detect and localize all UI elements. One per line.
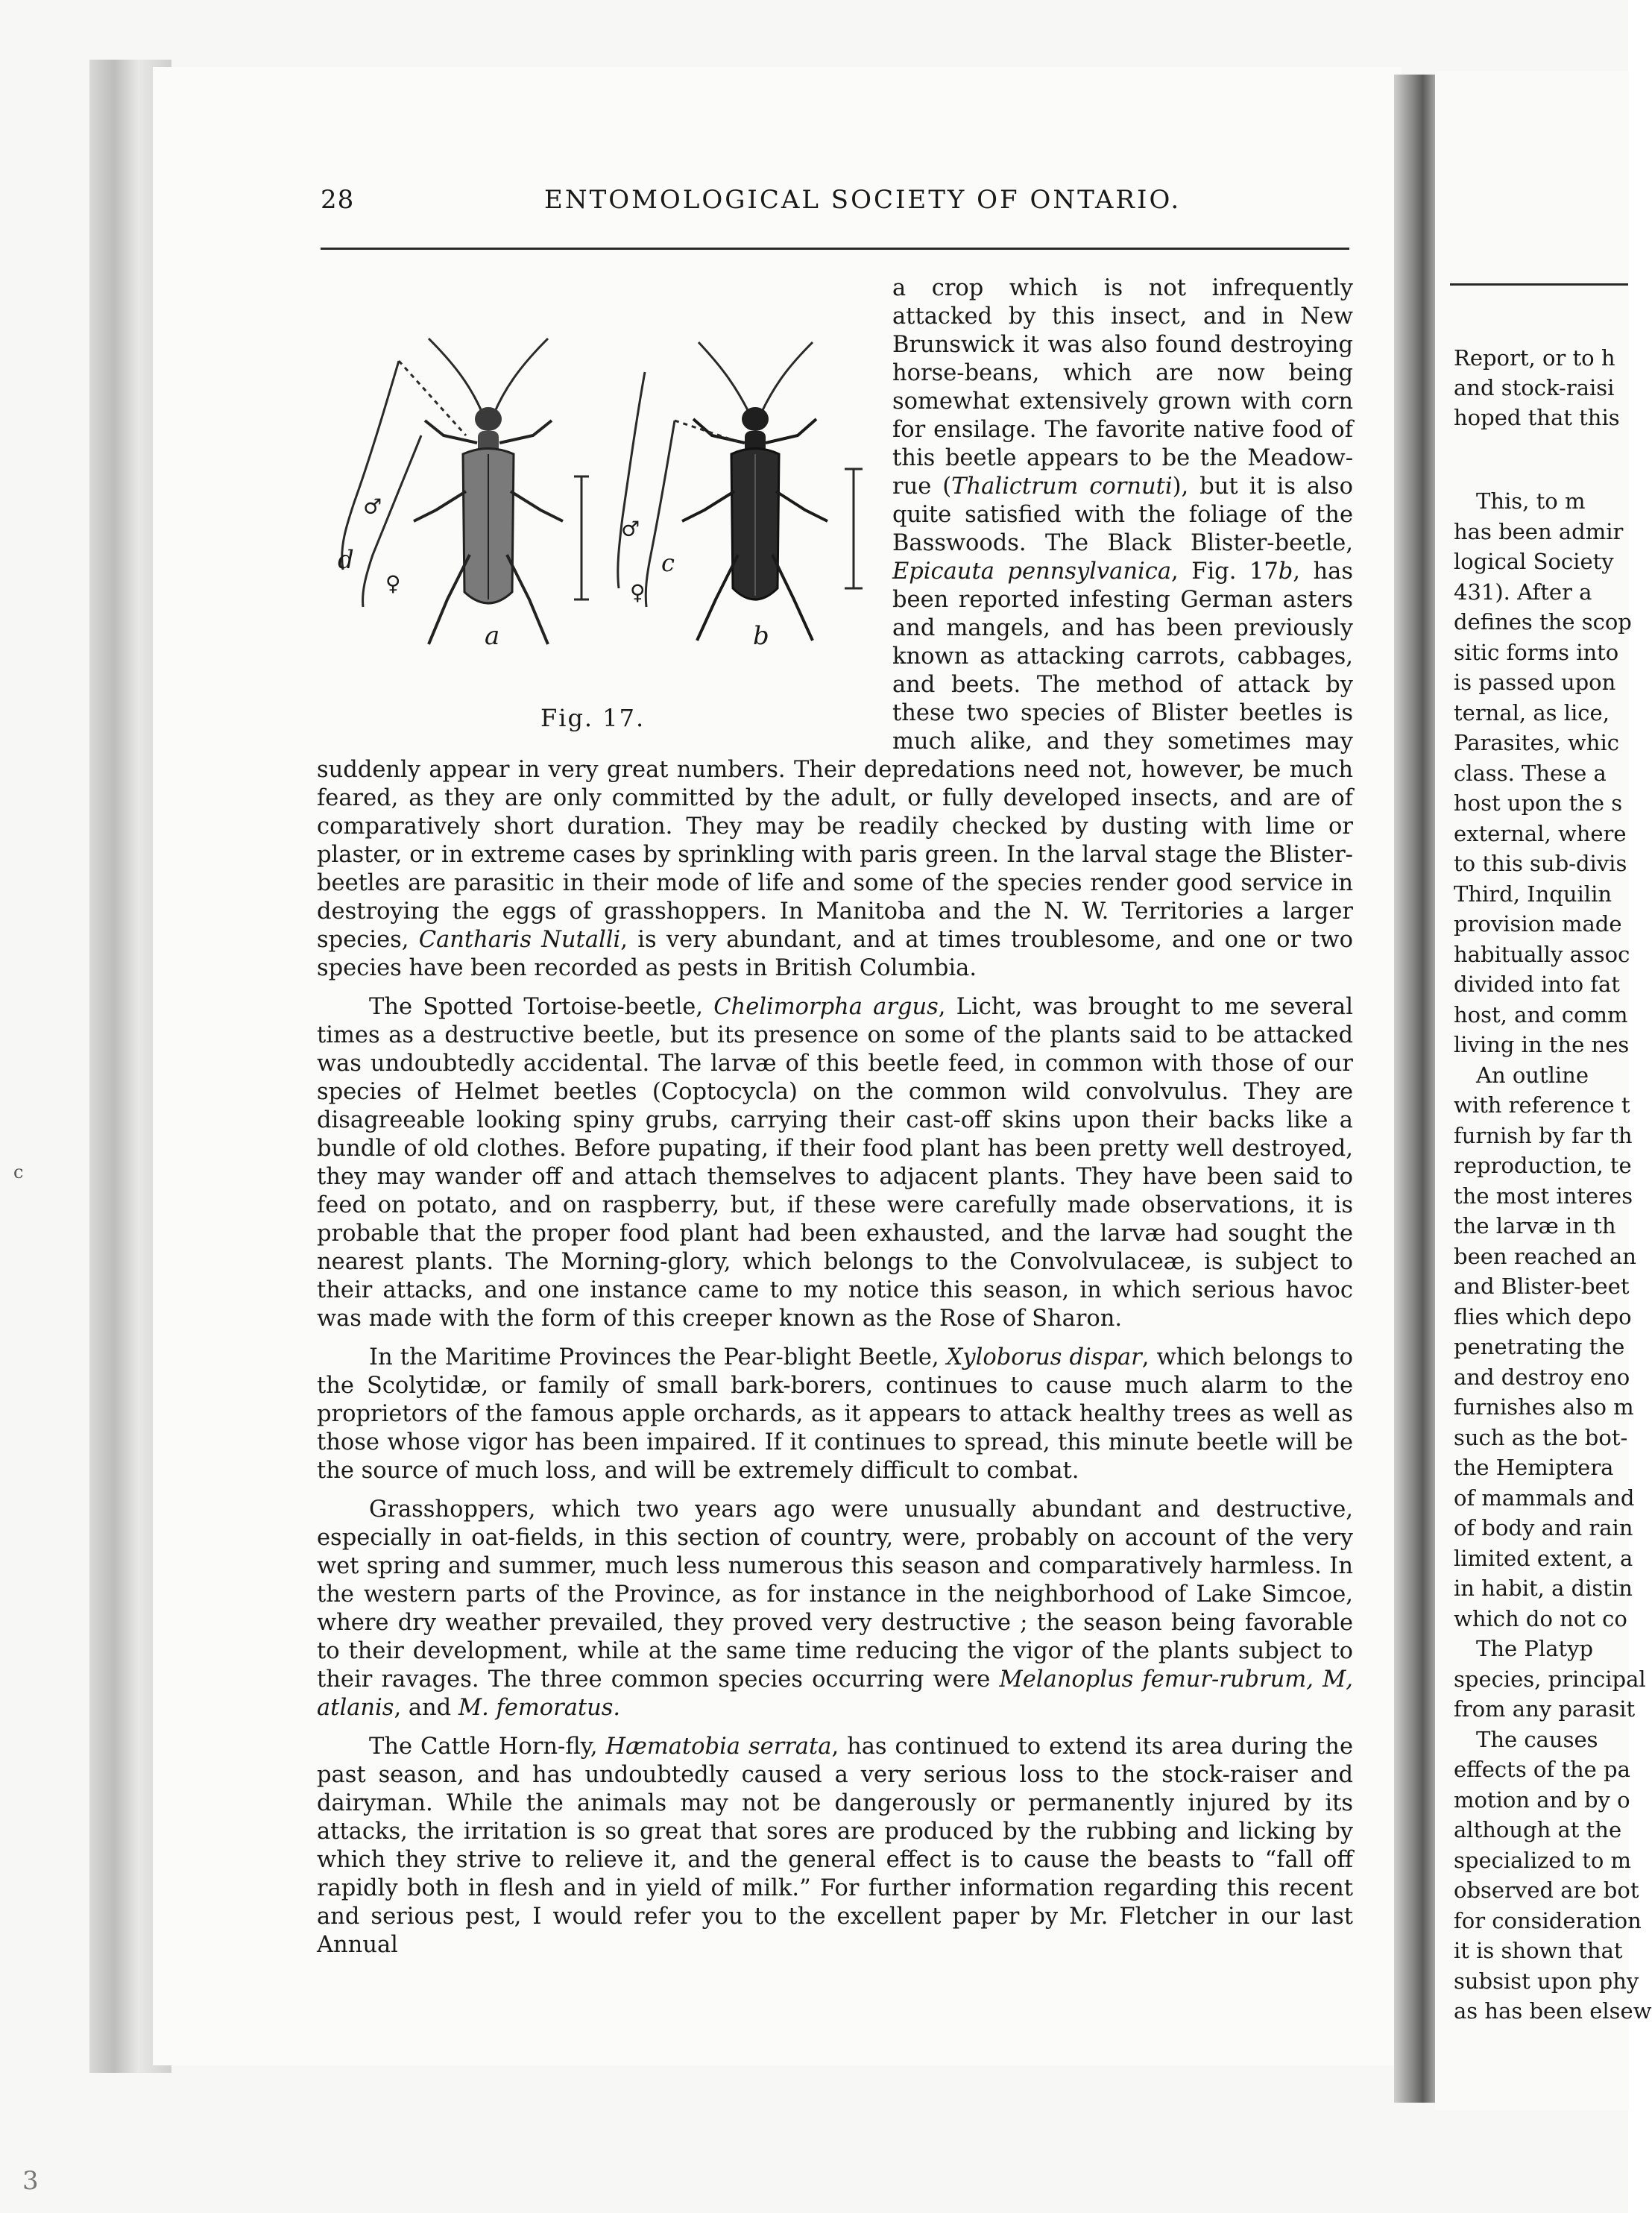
right-page-line: provision made <box>1454 911 1622 936</box>
p4-text-lead: Grasshoppers, which two years ago were unusually abundant and destructive, especially in oat-fields, in this section of country, were, probably on account of the very wet spring and summer, much less numerous this season and comparatively harmless. In the western parts of the Province, as for instance in the neighborhood of Lake Simcoe, where dry weather prevailed, they proved very destructive ; the season being favorable to their development, while at the same time reducing the vigor of the plants subject to their ravages. The three common species occurring were <box>317 1496 1353 1693</box>
female-symbol-d: ♀ <box>385 571 401 596</box>
p5-text-lead: The Cattle Horn-fly, <box>369 1734 606 1760</box>
right-page-line: divided into fat <box>1454 972 1620 997</box>
p2-text-lead: The Spotted Tortoise-beetle, <box>369 994 714 1020</box>
p1-text-lead: a crop which is not infrequently attacked by this insect, and in New Brunswick it was also found destroying horse-beans, which are now being somewhat extensively grown with corn for ensilage. The favorite native food of this beetle appears to be the Meadow-rue ( <box>892 275 1353 500</box>
right-page-line: from any parasit <box>1454 1696 1636 1722</box>
right-page-line: and destroy eno <box>1454 1364 1630 1390</box>
right-page-line: of mammals and <box>1454 1485 1635 1511</box>
right-page-line: furnish by far th <box>1454 1122 1633 1148</box>
right-page-block-1 <box>1454 343 1628 432</box>
right-page-line: and stock-raisi <box>1454 375 1615 400</box>
right-page-line: Report, or to h <box>1454 345 1615 371</box>
right-page-line: defines the scop <box>1454 609 1632 635</box>
beetle-b-size-bar <box>845 469 863 588</box>
right-page-line: ternal, as lice, <box>1454 699 1610 725</box>
right-page-line: is passed upon <box>1454 670 1616 695</box>
beetle-a-size-bar <box>574 476 589 599</box>
right-page-line: to this sub-divis <box>1454 851 1627 876</box>
right-page-line: as has been elsew <box>1454 1998 1652 2024</box>
right-page-line: of body and rain <box>1454 1515 1633 1540</box>
right-page-line: the Hemiptera <box>1454 1455 1614 1480</box>
p1-italic-cantharis: Cantharis Nutalli <box>418 927 621 953</box>
running-title: ENTOMOLOGICAL SOCIETY OF ONTARIO. <box>544 185 1182 215</box>
right-page-line: been reached an <box>1454 1243 1636 1269</box>
p1-italic-epicauta: Epicauta pennsylvanica <box>892 558 1172 585</box>
beetle-b-antennae <box>699 342 813 413</box>
right-page-line: 431). After a <box>1454 579 1592 605</box>
label-a: a <box>485 621 500 651</box>
p1-text-mid2: , Fig. 17 <box>1171 558 1279 585</box>
p1-text-mid3: , has been reported infesting German asters and mangels, and has been previously known as attacking carrots, cabbages, and beets. The method of attack by these two species of Blister beetles is much alike, and they sometimes may suddenly appear in very great numbers. Their depredations need not, however, be much feared, as they are only committed by the adult, or fully developed insects, and are of comparatively short duration. They may be readily checked by dusting with lime or plaster, or in extreme cases by sprinkling with paris green. In the larval stage the Blister-beetles are parasitic in their mode of life and some of the species render good service in destroying the eggs of grasshoppers. In Manitoba and the N. W. Territories a larger species, <box>317 558 1353 953</box>
p1-italic-thalictrum: Thalictrum cornuti <box>951 473 1173 500</box>
right-page-line: has been admir <box>1454 518 1624 544</box>
beetle-a-drawing <box>414 407 563 644</box>
header-rule <box>321 248 1349 250</box>
label-b: b <box>753 621 769 651</box>
right-page-line: it is shown that <box>1454 1938 1623 1963</box>
label-c: c <box>661 549 675 577</box>
right-page-line: Third, Inquilin <box>1454 881 1612 907</box>
right-page-line: logical Society <box>1454 549 1614 574</box>
male-symbol-d: ♂ <box>363 494 382 519</box>
male-symbol-c: ♂ <box>621 517 640 541</box>
right-page-line: living in the nes <box>1454 1032 1630 1057</box>
p4-text-mid: , and <box>394 1695 458 1721</box>
body-text <box>317 274 1353 1959</box>
right-page-line: the larvæ in th <box>1454 1213 1616 1238</box>
p1-text-mid1: ), but it is also quite satisfied with the foliage of the Basswoods. The Black Blister-beetle, <box>892 473 1354 556</box>
right-page-line: habitually assoc <box>1454 941 1630 967</box>
right-page-line: An outline <box>1476 1062 1589 1088</box>
right-page-block-2 <box>1454 486 1652 2027</box>
p3-text-tail: , which belongs to the Scolytidæ, or family of small bark-borers, continues to cause much alarm to the proprietors of the famous apple orchards, as it appears to attack healthy trees as well as those whose vigor has been impaired. If it continues to spread, this minute beetle will be the source of much loss, and will be extremely difficult to combat. <box>317 1344 1353 1484</box>
p5-italic-haematobia: Hæmatobia serrata <box>605 1734 832 1760</box>
right-page-line: This, to m <box>1476 488 1586 514</box>
right-page-line: which do not co <box>1454 1605 1627 1631</box>
antenna-details-c <box>618 372 742 607</box>
antenna-details-d <box>342 361 466 607</box>
page-number: 28 <box>321 185 355 215</box>
figure-caption: Fig. 17. <box>540 704 646 732</box>
beetle-a-antennae <box>429 339 548 413</box>
p5-text-tail: , has continued to extend its area during the past season, and has undoubtedly caused a very serious loss to the stock-raiser and dairyman. While the animals may not be dangerously or permanently injured by its attacks, the irritation is so great that sores are produced by the rubbing and licking by which they strive to relieve it, and the general effect is to cause the beasts to “fall off rapidly both in flesh and in yield of milk.” For further information regarding this recent and serious pest, I would refer you to the excellent paper by Mr. Fletcher in our last Annual <box>317 1734 1353 1958</box>
right-page-line: specialized to m <box>1454 1847 1632 1873</box>
right-page-line: host upon the s <box>1454 790 1623 816</box>
right-page-line: the most interes <box>1454 1183 1633 1209</box>
right-page-line: host, and comm <box>1454 1001 1628 1027</box>
paragraph-5 <box>317 1733 1353 1959</box>
p2-text-tail: , Licht, was brought to me several times as a destructive beetle, but its presence on some of the plants said to be attacked was undoubtedly accidental. The larvæ of this beetle feed, in common with those of our species of Helmet beetles (Coptocycla) on the common wild convolvulus. They are disagreeable looking spiny grubs, carrying their cast-off skins upon their backs like a bundle of old clothes. Before pupating, if their food plant has been pretty well destroyed, they may wander off and attach themselves to adjacent plants. They have been said to feed on potato, and on raspberry, but, if these were carefully made observations, it is probable that the proper food plant had been exhausted, and the larvæ had sought the nearest plants. The Morning-glory, which belongs to the Convolvulaceæ, is subject to their attacks, and one instance came to my notice this season, in which serious havoc was made with the form of this creeper known as the Rose of Sharon. <box>317 994 1353 1332</box>
right-page-line: although at the <box>1454 1817 1622 1842</box>
right-page-line: observed are bot <box>1454 1877 1639 1903</box>
right-page-line: such as the bot- <box>1454 1424 1628 1450</box>
paragraph-2 <box>317 993 1353 1333</box>
right-page-line: class. These a <box>1454 760 1607 786</box>
right-page-line: furnishes also m <box>1454 1394 1634 1420</box>
right-page-line: species, principal <box>1454 1666 1646 1692</box>
right-page-line: The Platyp <box>1476 1636 1594 1661</box>
p3-text-lead: In the Maritime Provinces the Pear-blight Beetle, <box>369 1344 947 1370</box>
right-page-line: in habit, a distin <box>1454 1575 1633 1601</box>
p1-text-tail: , is very abundant, and at times troublesome, and one or two species have been recorded as pests in British Columbia. <box>317 927 1354 981</box>
right-page-line: effects of the pa <box>1454 1757 1630 1782</box>
right-page-line: penetrating the <box>1454 1334 1625 1359</box>
right-page-line: motion and by o <box>1454 1787 1630 1813</box>
paragraph-3 <box>317 1344 1353 1485</box>
p4-italic-femoratus: M. femoratus. <box>458 1695 621 1721</box>
margin-mark-bottom: 3 <box>22 2166 39 2196</box>
right-page-line: with reference t <box>1454 1092 1630 1118</box>
right-page-line: for consideration <box>1454 1907 1642 1933</box>
blister-beetles-illustration <box>317 331 883 711</box>
paragraph-1 <box>317 274 1353 983</box>
margin-mark-left: c <box>13 1162 24 1183</box>
page-header <box>321 185 1349 222</box>
p4-italic-melanoplus: Melanoplus femur-rubrum, M, atlanis <box>317 1666 1353 1721</box>
right-page-rule <box>1450 283 1628 286</box>
right-page-line: reproduction, te <box>1454 1153 1632 1178</box>
right-page-line: subsist upon phy <box>1454 1968 1639 1994</box>
paragraph-4 <box>317 1496 1353 1722</box>
figure-17 <box>317 331 883 749</box>
beetle-b-drawing <box>682 407 827 640</box>
right-page-line: flies which depo <box>1454 1303 1632 1329</box>
right-page-line: limited extent, a <box>1454 1545 1633 1571</box>
female-symbol-c: ♀ <box>630 580 646 605</box>
p2-italic-chelimorpha: Chelimorpha argus <box>713 994 939 1020</box>
right-page-line: and Blister-beet <box>1454 1274 1630 1299</box>
p3-italic-xyloborus: Xyloborus dispar <box>946 1344 1142 1370</box>
p1-italic-fig-b: b <box>1278 558 1293 585</box>
right-page-line: The causes <box>1476 1726 1598 1752</box>
label-d: d <box>338 545 354 575</box>
right-page-line: sitic forms into <box>1454 639 1619 665</box>
right-page-line: Parasites, whic <box>1454 730 1619 755</box>
right-page-line: external, where <box>1454 820 1627 846</box>
right-page-line: hoped that this <box>1454 405 1620 430</box>
